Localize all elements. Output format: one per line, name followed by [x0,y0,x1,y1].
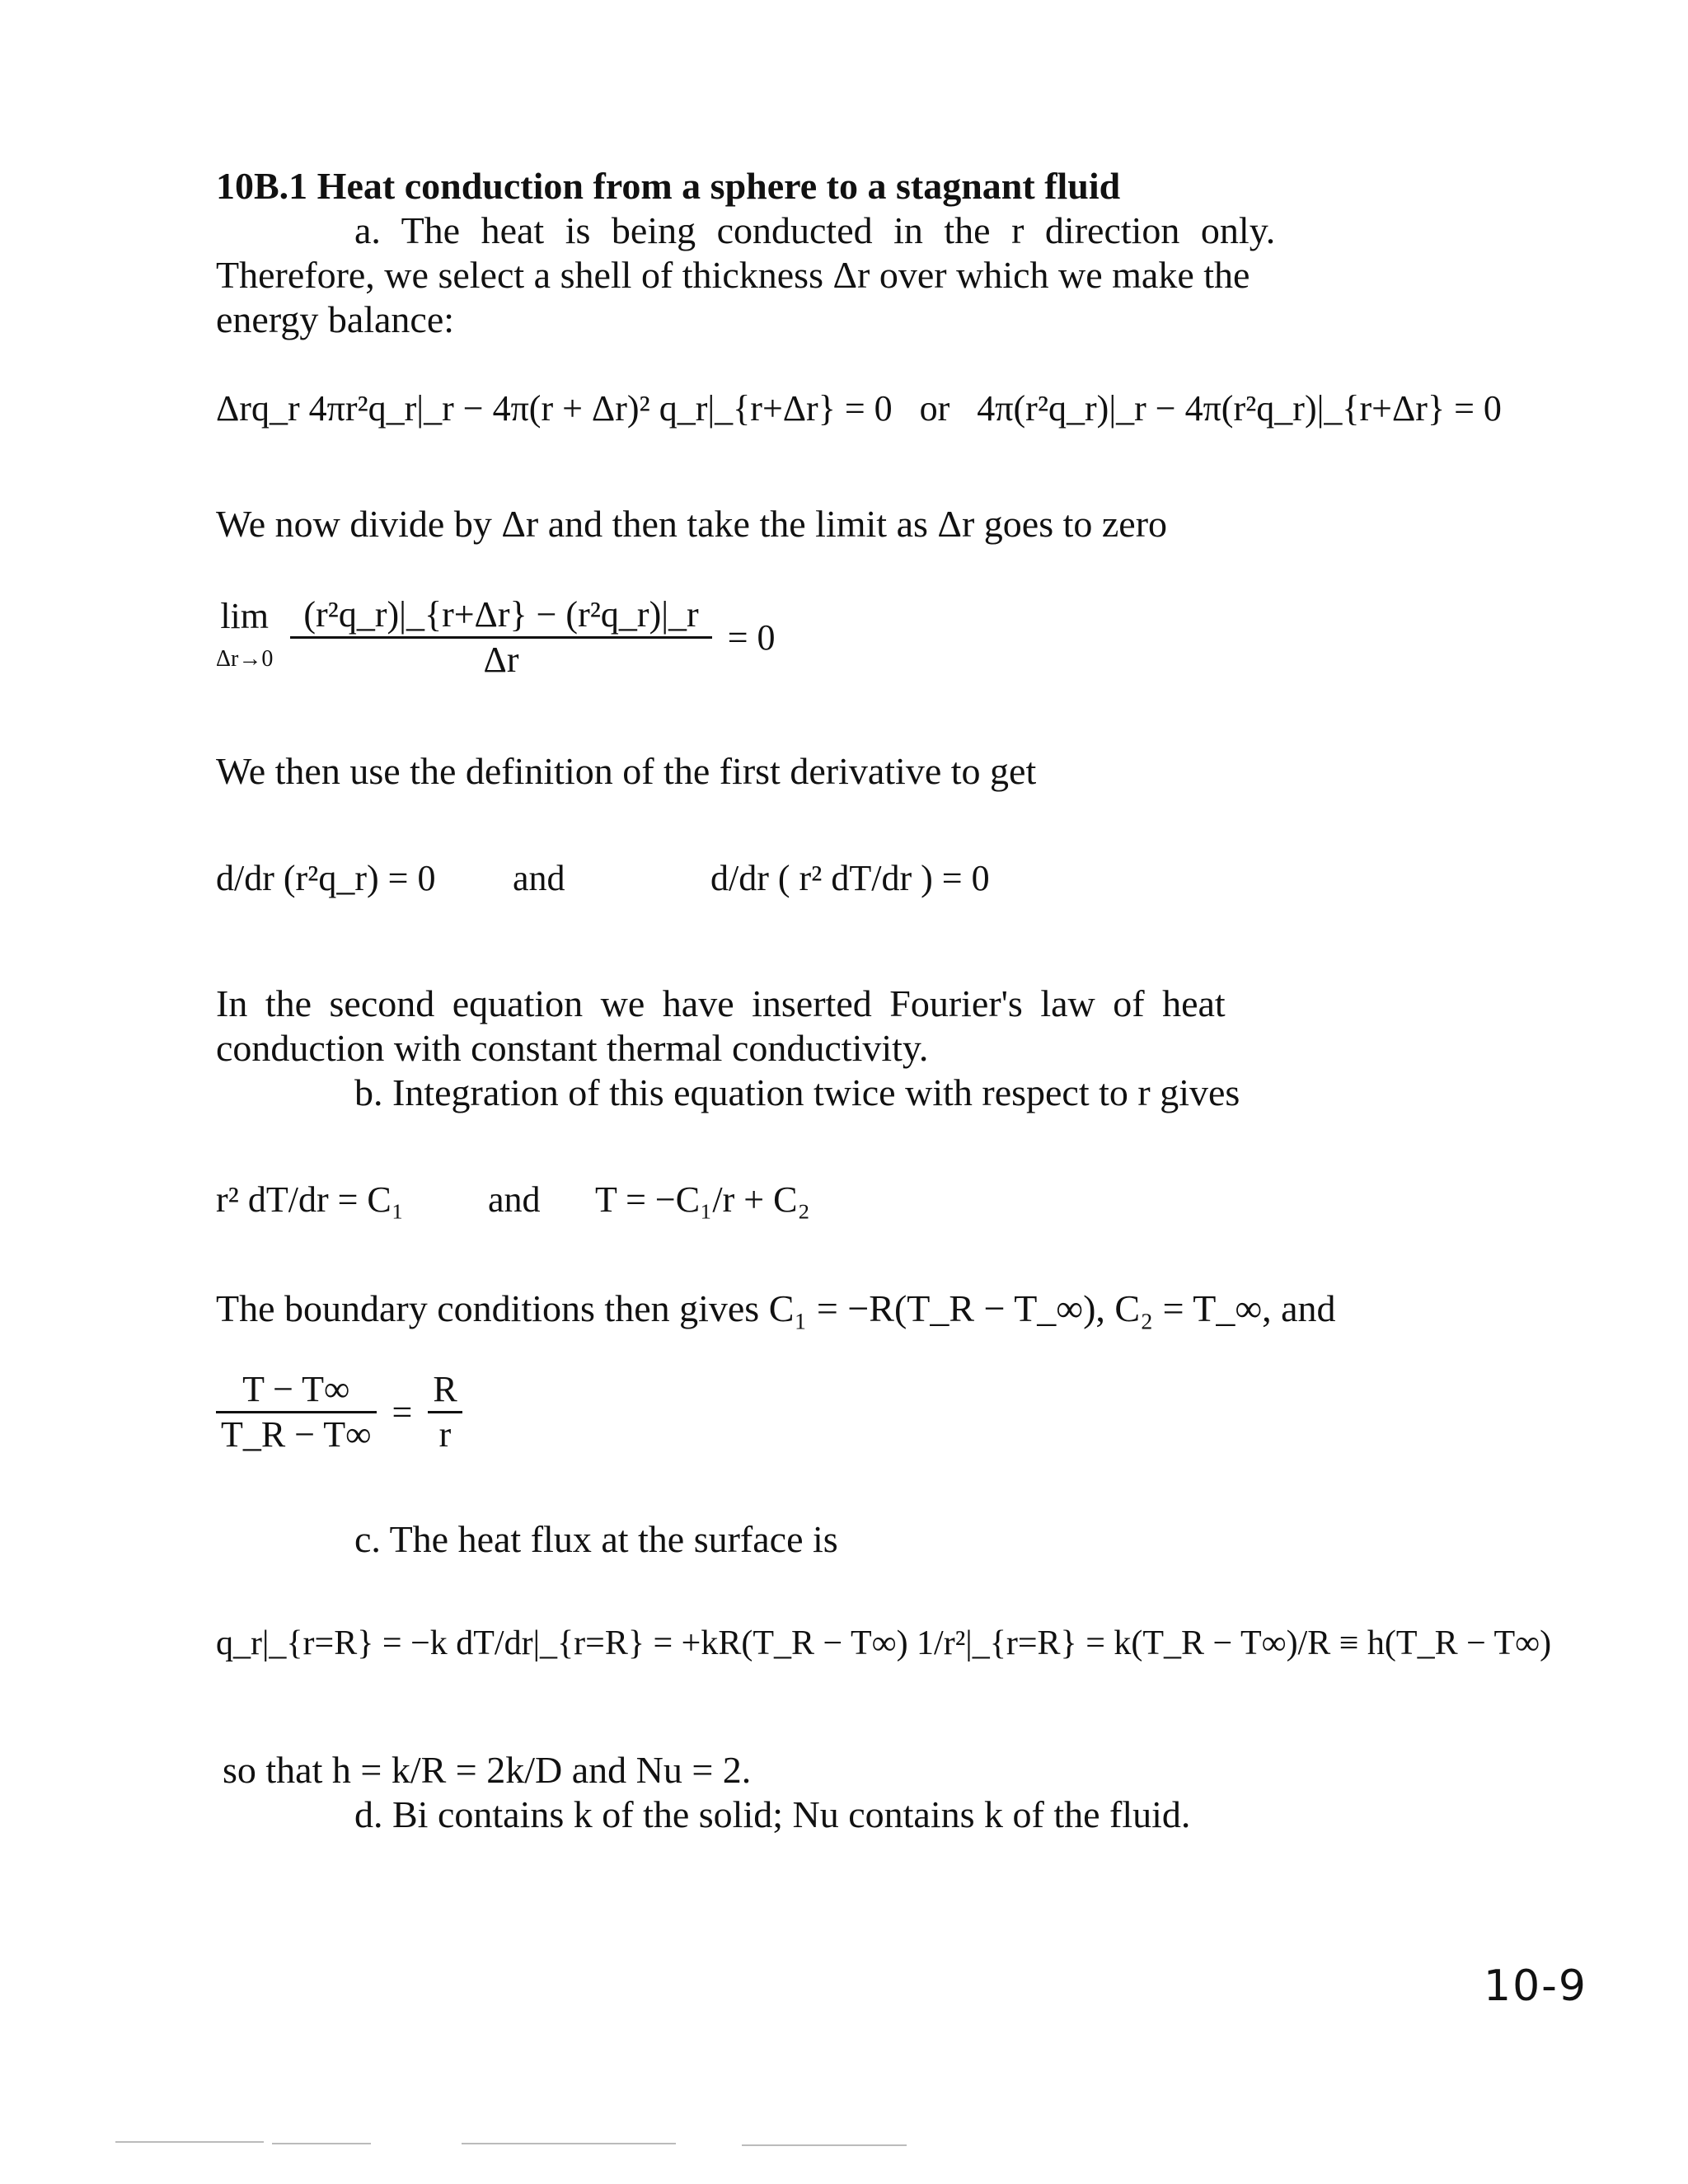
paragraph-a-line1: a. The heat is being conducted in the r direction only. [354,209,1276,251]
paragraph-c: c. The heat flux at the surface is [354,1518,838,1560]
equation-integrated-once: r² dT/dr = C₁ [216,1179,405,1220]
limit-operator [216,595,273,681]
profile-rhs-denominator: r [438,1414,452,1455]
scan-artifact [742,2144,907,2146]
equation-or-word: or [919,388,950,429]
equation-temperature-profile [216,1368,462,1456]
limit-fraction [290,593,711,682]
scan-artifact [115,2141,264,2143]
paragraph-divide: We now divide by Δr and then take the limit as Δr goes to zero [216,503,1168,545]
profile-equals-sign: = [392,1391,413,1432]
paragraph-derivative: We then use the definition of the first derivative to get [216,750,1037,792]
paragraph-a-line3: energy balance: [216,298,455,340]
limit-denominator: Δr [483,640,519,680]
equation-integrated-twice: T = −C₁/r + C₂ [595,1179,810,1220]
scan-artifact [272,2143,371,2144]
page-number: 10-9 [1484,1961,1588,2011]
equation-limit [216,593,776,682]
profile-fraction-left [216,1368,377,1456]
equation-derivative-flux: d/dr (r²q_r) = 0 [216,858,436,898]
equation-shell-balance-left: Δrq_r 4πr²q_r|_r − 4π(r + Δr)² q_r|_{r+Δr} = 0 [216,388,893,429]
profile-numerator: T − T∞ [216,1368,377,1413]
paragraph-a-line2: Therefore, we select a shell of thickness Δr over which we make the [216,254,1250,296]
equation-heat-flux: q_r|_{r=R} = −k dT/dr|_{r=R} = +kR(T_R − T∞) 1/r²|_{r=R} = k(T_R − T∞)/R ≡ h(T_R − T∞) [216,1624,1552,1662]
paragraph-second-line2: conduction with constant thermal conductivity. [216,1027,929,1069]
equation-shell-balance-right: 4π(r²q_r)|_r − 4π(r²q_r)|_{r+Δr} = 0 [977,388,1502,429]
scan-artifact [462,2143,676,2144]
section-title: 10B.1 Heat conduction from a sphere to a stagnant fluid [216,165,1121,207]
profile-denominator: T_R − T∞ [221,1414,372,1455]
equation-and-word-1: and [513,858,565,898]
limit-subscript: Δr→0 [216,645,274,672]
paragraph-so-that: so that h = k/R = 2k/D and Nu = 2. [223,1749,752,1791]
equation-and-word-2: and [488,1179,541,1220]
profile-fraction-right [428,1368,462,1456]
paragraph-boundary: The boundary conditions then gives C₁ = −R(T_R − T_∞), C₂ = T_∞, and [216,1287,1336,1329]
equation-derivative-temperature: d/dr ( r² dT/dr ) = 0 [710,858,990,898]
equation-shell-balance [216,387,1502,430]
paragraph-b: b. Integration of this equation twice with respect to r gives [354,1071,1240,1113]
paragraph-d: d. Bi contains k of the solid; Nu contains k of the fluid. [354,1793,1191,1835]
limit-rhs: = 0 [727,616,776,658]
limit-word: lim [220,595,270,636]
limit-numerator: (r²q_r)|_{r+Δr} − (r²q_r)|_r [290,593,711,639]
profile-rhs-numerator: R [428,1368,462,1413]
paragraph-second-line1: In the second equation we have inserted Fourier's law of heat [216,982,1226,1024]
